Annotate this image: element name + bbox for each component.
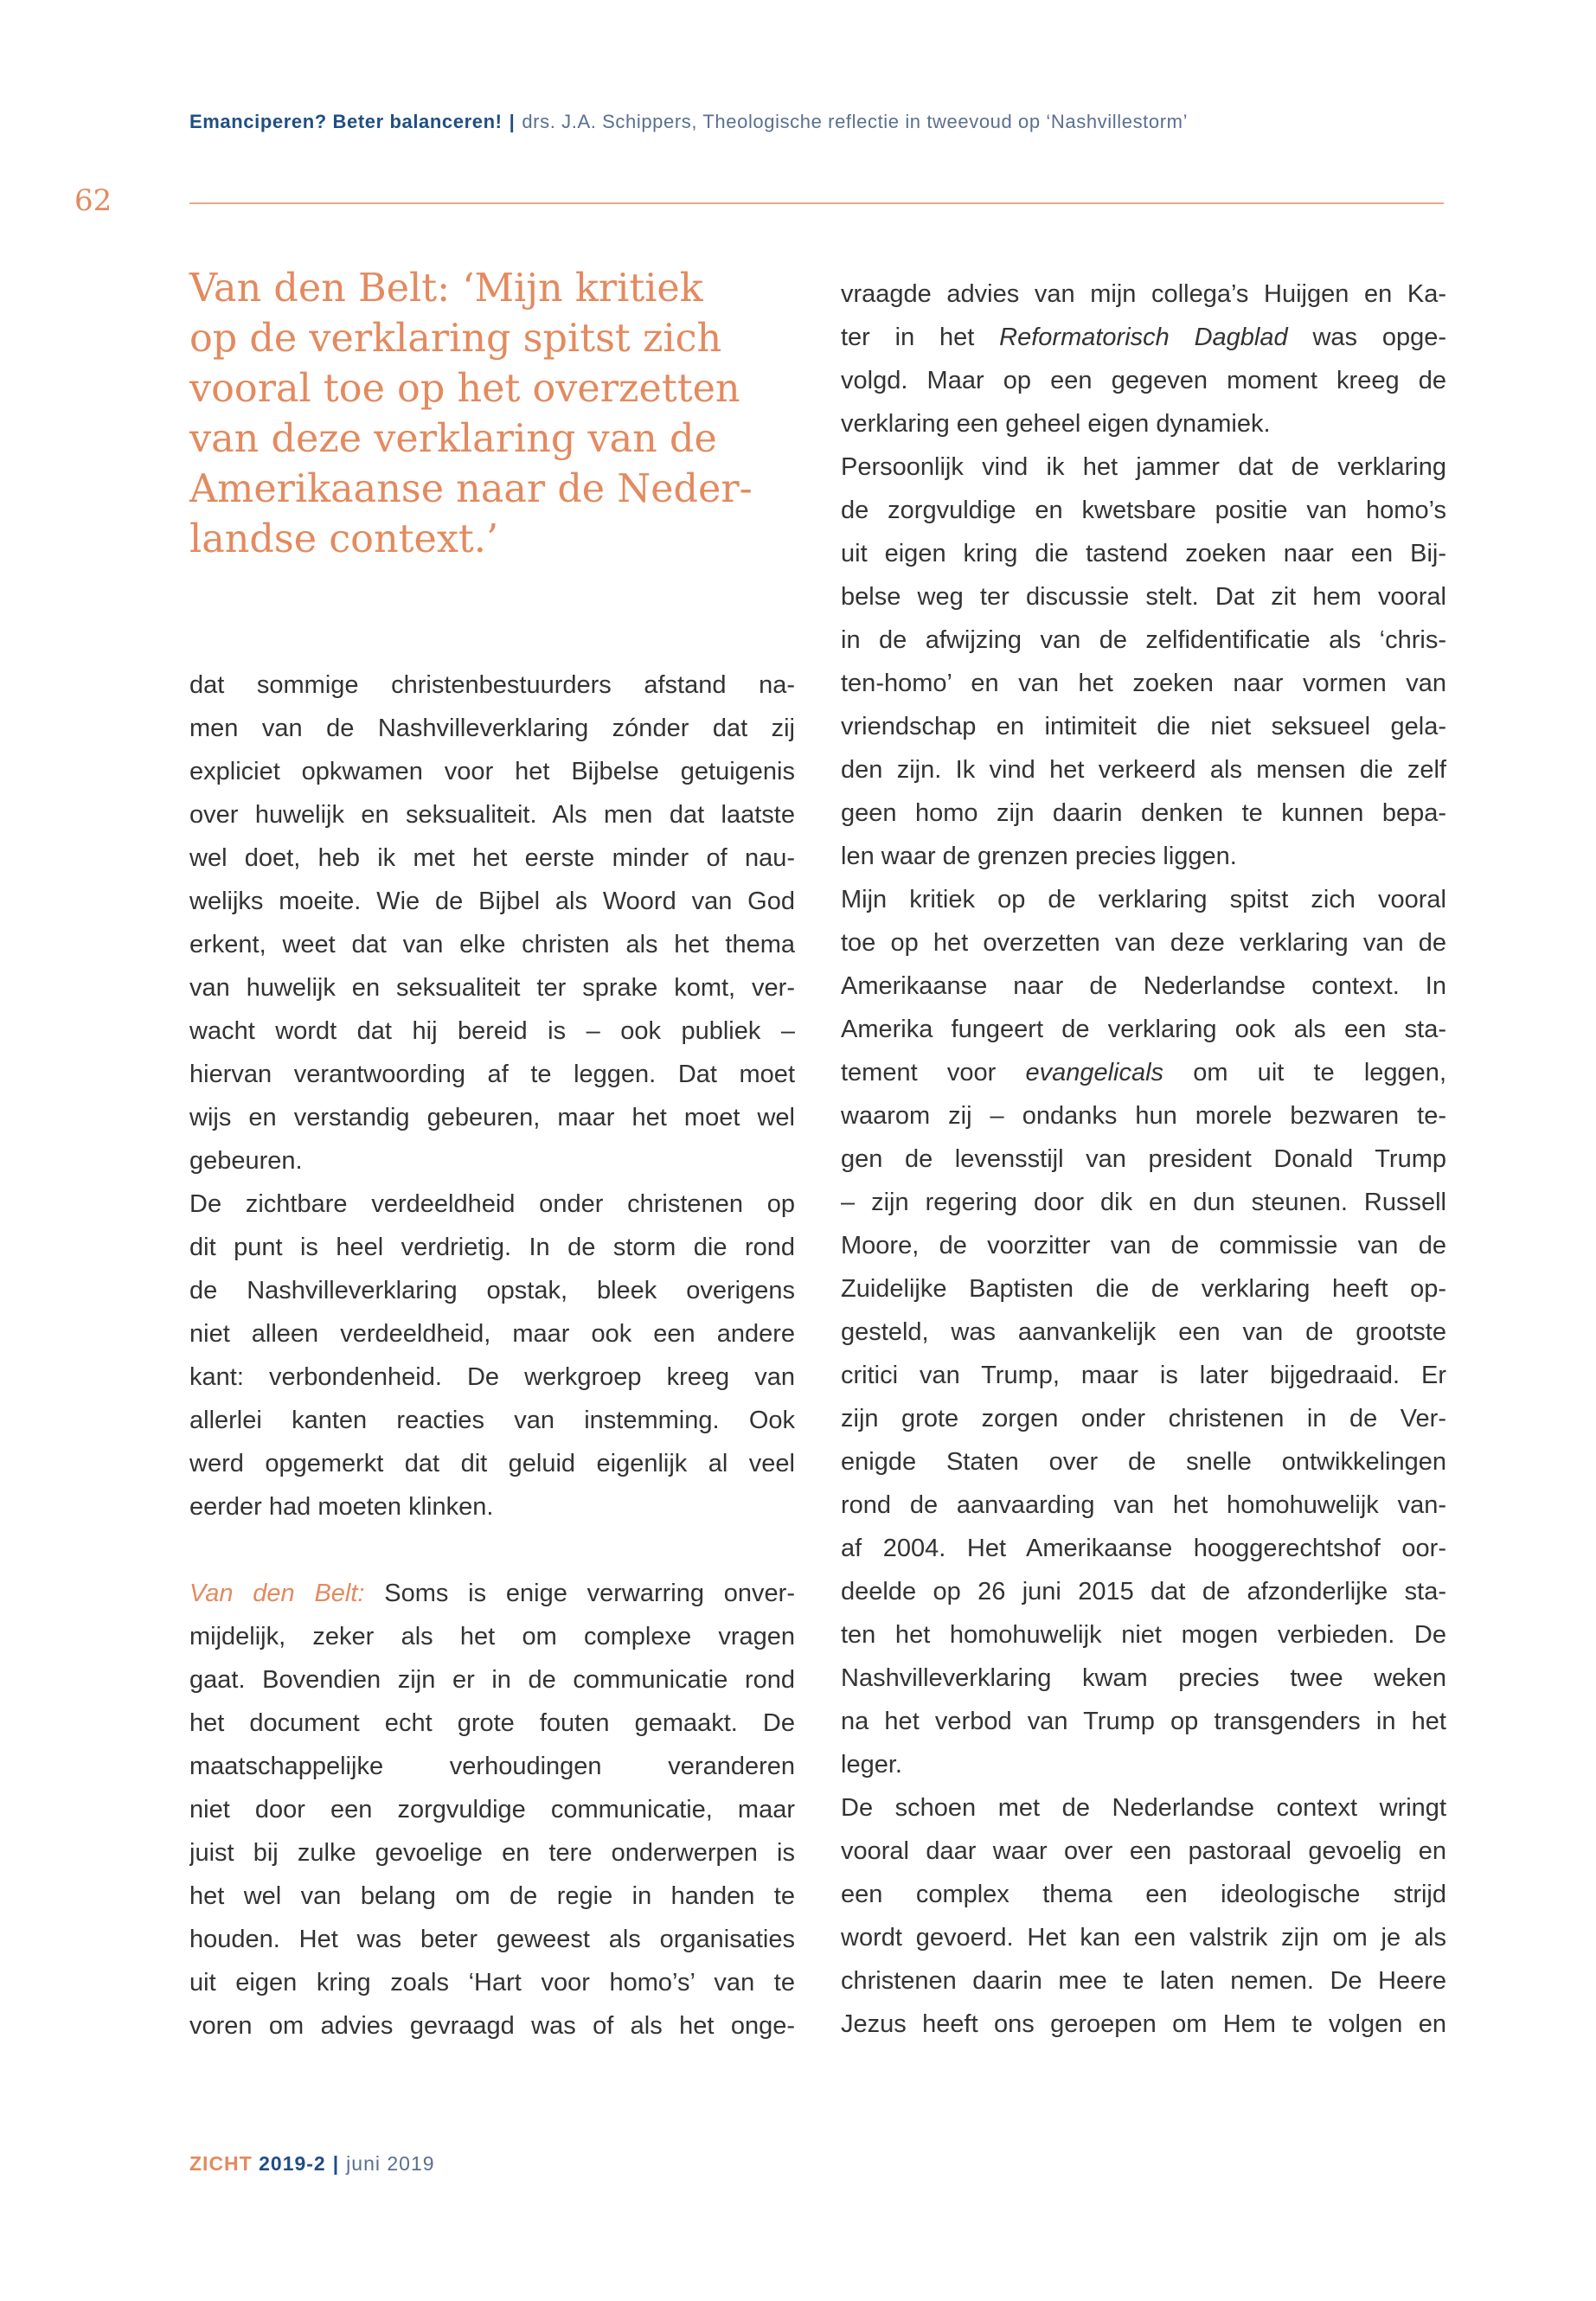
text-line: niet alleen verdeeldheid, maar ook een andere: [189, 1320, 795, 1348]
text-line: gesteld, was aanvankelijk een van de grootste: [841, 1318, 1446, 1346]
text-line: over huwelijk en seksualiteit. Als men dat laatste: [189, 801, 795, 829]
speaker-line-text: Soms is enige verwarring onver-: [364, 1580, 795, 1607]
text-line: Moore, de voorzitter van de commissie van de: [841, 1232, 1446, 1259]
text-line: volgd. Maar op een gegeven moment kreeg de: [841, 367, 1446, 394]
text-line: dat sommige christenbestuurders afstand na-: [189, 671, 795, 699]
left-column: [189, 663, 795, 2048]
pull-quote-line: Van den Belt: ‘Mijn kritiek: [189, 266, 703, 311]
text-line: af 2004. Het Amerikaanse hooggerechtshof oor-: [841, 1535, 1446, 1562]
footer-date: juni 2019: [346, 2152, 435, 2175]
header-separator: |: [509, 111, 516, 132]
text-line: De zichtbare verdeeldheid onder christenen op: [189, 1190, 795, 1218]
text-line: uit eigen kring die tastend zoeken naar een Bij-: [841, 540, 1446, 567]
text-line: waarom zij – ondanks hun morele bezwaren te-: [841, 1102, 1446, 1130]
text-line: gebeuren.: [189, 1147, 303, 1175]
italic-term: evangelicals: [1025, 1059, 1164, 1086]
text-line: len waar de grenzen precies liggen.: [841, 843, 1237, 870]
text-line: de Nashvilleverklaring opstak, bleek overigens: [189, 1277, 795, 1304]
text-line: belse weg ter discussie stelt. Dat zit hem vooral: [841, 583, 1446, 611]
text-line: geen homo zijn daarin denken te kunnen bepa-: [841, 799, 1446, 827]
text-line: De schoen met de Nederlandse context wringt: [841, 1794, 1446, 1822]
text-line: erkent, weet dat van elke christen als het thema: [189, 931, 795, 958]
text-line: toe op het overzetten van deze verklaring van de: [841, 929, 1446, 957]
text-line: allerlei kanten reacties van instemming. Ook: [189, 1407, 795, 1434]
text-line: men van de Nashvilleverklaring zónder dat zij: [189, 715, 795, 742]
text-line: niet door een zorgvuldige communicatie, maar: [189, 1796, 795, 1823]
text-line: Zuidelijke Baptisten die de verklaring heeft op-: [841, 1275, 1446, 1303]
text-line: zijn grote zorgen onder christenen in de Ver-: [841, 1405, 1446, 1433]
header-title: Emanciperen? Beter balanceren!: [189, 111, 503, 132]
text-line: Nashvilleverklaring kwam precies twee weken: [841, 1664, 1446, 1692]
text-line: in de afwijzing van de zelfidentificatie als ‘chris-: [841, 626, 1446, 654]
text-line: maatschappelijke verhoudingen veranderen: [189, 1753, 795, 1780]
text-line: gen de levensstijl van president Donald Trump: [841, 1145, 1446, 1173]
footer-magazine: ZICHT: [189, 2152, 253, 2175]
newspaper-title: Reformatorisch Dagblad: [999, 324, 1288, 351]
text-line: – zijn regering door dik en dun steunen. Russell: [841, 1189, 1446, 1216]
text-line: critici van Trump, maar is later bijgedraaid. Er: [841, 1362, 1446, 1389]
text-line: ten het homohuwelijk niet mogen verbieden. De: [841, 1621, 1446, 1649]
text-line: verklaring een geheel eigen dynamiek.: [841, 410, 1271, 438]
text-line: wijs en verstandig gebeuren, maar het moet wel: [189, 1104, 795, 1131]
text-line: dit punt is heel verdrietig. In de storm die rond: [189, 1234, 795, 1261]
paragraph-gap: [189, 1529, 795, 1572]
pull-quote-line: landse context.’: [189, 517, 499, 561]
text-line: Jezus heeft ons geroepen om Hem te volgen en: [841, 2010, 1446, 2038]
text-line: het wel van belang om de regie in handen te: [189, 1882, 795, 1910]
footer-issue: 2019-2: [259, 2152, 326, 2175]
header-rule: [189, 202, 1444, 204]
text-line: vraagde advies van mijn collega’s Huijgen en Ka-: [841, 280, 1446, 308]
text-line: vriendschap en intimiteit die niet seksueel gela-: [841, 713, 1446, 740]
text-line: den zijn. Ik vind het verkeerd als mensen die zelf: [841, 756, 1446, 784]
text-line: christenen daarin mee te laten nemen. De Heere: [841, 1967, 1446, 1995]
text-line: mijdelijk, zeker als het om complexe vragen: [189, 1623, 795, 1650]
pull-quote-line: Amerikaanse naar de Neder-: [189, 467, 753, 511]
text-line: na het verbod van Trump op transgenders in het: [841, 1708, 1446, 1735]
pull-quote-line: op de verklaring spitst zich: [189, 317, 722, 361]
page-number: 62: [74, 183, 112, 218]
text-line: deelde op 26 juni 2015 dat de afzonderlijke sta-: [841, 1578, 1446, 1606]
text-fragment: ter in het: [841, 324, 1000, 351]
text-line: leger.: [841, 1751, 902, 1779]
text-line: een complex thema een ideologische strijd: [841, 1881, 1446, 1908]
text-line: het document echt grote fouten gemaakt. De: [189, 1709, 795, 1737]
pull-quote-line: vooral toe op het overzetten: [189, 367, 740, 411]
text-line: eerder had moeten klinken.: [189, 1493, 494, 1521]
text-line: Amerikaanse naar de Nederlandse context. In: [841, 972, 1446, 1000]
text-fragment: om uit te leggen,: [1163, 1059, 1446, 1086]
text-line: welijks moeite. Wie de Bijbel als Woord van God: [189, 888, 795, 915]
running-footer: [189, 2152, 435, 2176]
speaker-label: Van den Belt:: [189, 1580, 365, 1607]
text-line: ten-homo’ en van het zoeken naar vormen van: [841, 670, 1446, 697]
pull-quote-line: van deze verklaring van de: [189, 417, 717, 461]
text-line: Persoonlijk vind ik het jammer dat de verklaring: [841, 453, 1446, 481]
right-column: [841, 272, 1446, 2046]
text-line: werd opgemerkt dat dit geluid eigenlijk al veel: [189, 1450, 795, 1477]
text-line: van huwelijk en seksualiteit ter sprake komt, ver-: [189, 974, 795, 1002]
text-fragment: was opge-: [1287, 324, 1446, 351]
text-line-with-title: [841, 316, 1446, 359]
text-line: uit eigen kring zoals ‘Hart voor homo’s’ van te: [189, 1969, 795, 1997]
text-fragment: tement voor: [841, 1059, 1026, 1086]
text-line: wel doet, heb ik met het eerste minder of nau-: [189, 844, 795, 872]
header-subtitle: drs. J.A. Schippers, Theologische reflectie in tweevoud op ‘Nashvillestorm’: [522, 111, 1189, 132]
text-line: Mijn kritiek op de verklaring spitst zich vooral: [841, 886, 1446, 913]
running-header: [189, 111, 1444, 133]
text-line: wacht wordt dat hij bereid is – ook publiek –: [189, 1017, 795, 1045]
text-line: expliciet opkwamen voor het Bijbelse getuigenis: [189, 758, 795, 785]
text-line: gaat. Bovendien zijn er in de communicatie rond: [189, 1666, 795, 1694]
text-line: hiervan verantwoording af te leggen. Dat moet: [189, 1061, 795, 1088]
speaker-line: [189, 1572, 795, 1615]
footer-separator: |: [332, 2152, 340, 2175]
text-line: houden. Het was beter geweest als organisaties: [189, 1926, 795, 1953]
pull-quote: [189, 264, 786, 565]
text-line: juist bij zulke gevoelige en tere onderwerpen is: [189, 1839, 795, 1867]
text-line: wordt gevoerd. Het kan een valstrik zijn om je als: [841, 1924, 1446, 1952]
text-line: rond de aanvaarding van het homohuwelijk van-: [841, 1491, 1446, 1519]
text-line: Amerika fungeert de verklaring ook als een sta-: [841, 1016, 1446, 1043]
text-line: kant: verbondenheid. De werkgroep kreeg van: [189, 1363, 795, 1391]
text-line: vooral daar waar over een pastoraal gevoelig en: [841, 1837, 1446, 1865]
text-line: voren om advies gevraagd was of als het onge-: [189, 2012, 795, 2040]
text-line: de zorgvuldige en kwetsbare positie van homo’s: [841, 497, 1446, 524]
text-line: enigde Staten over de snelle ontwikkelingen: [841, 1448, 1446, 1476]
text-line-with-term: [841, 1051, 1446, 1094]
